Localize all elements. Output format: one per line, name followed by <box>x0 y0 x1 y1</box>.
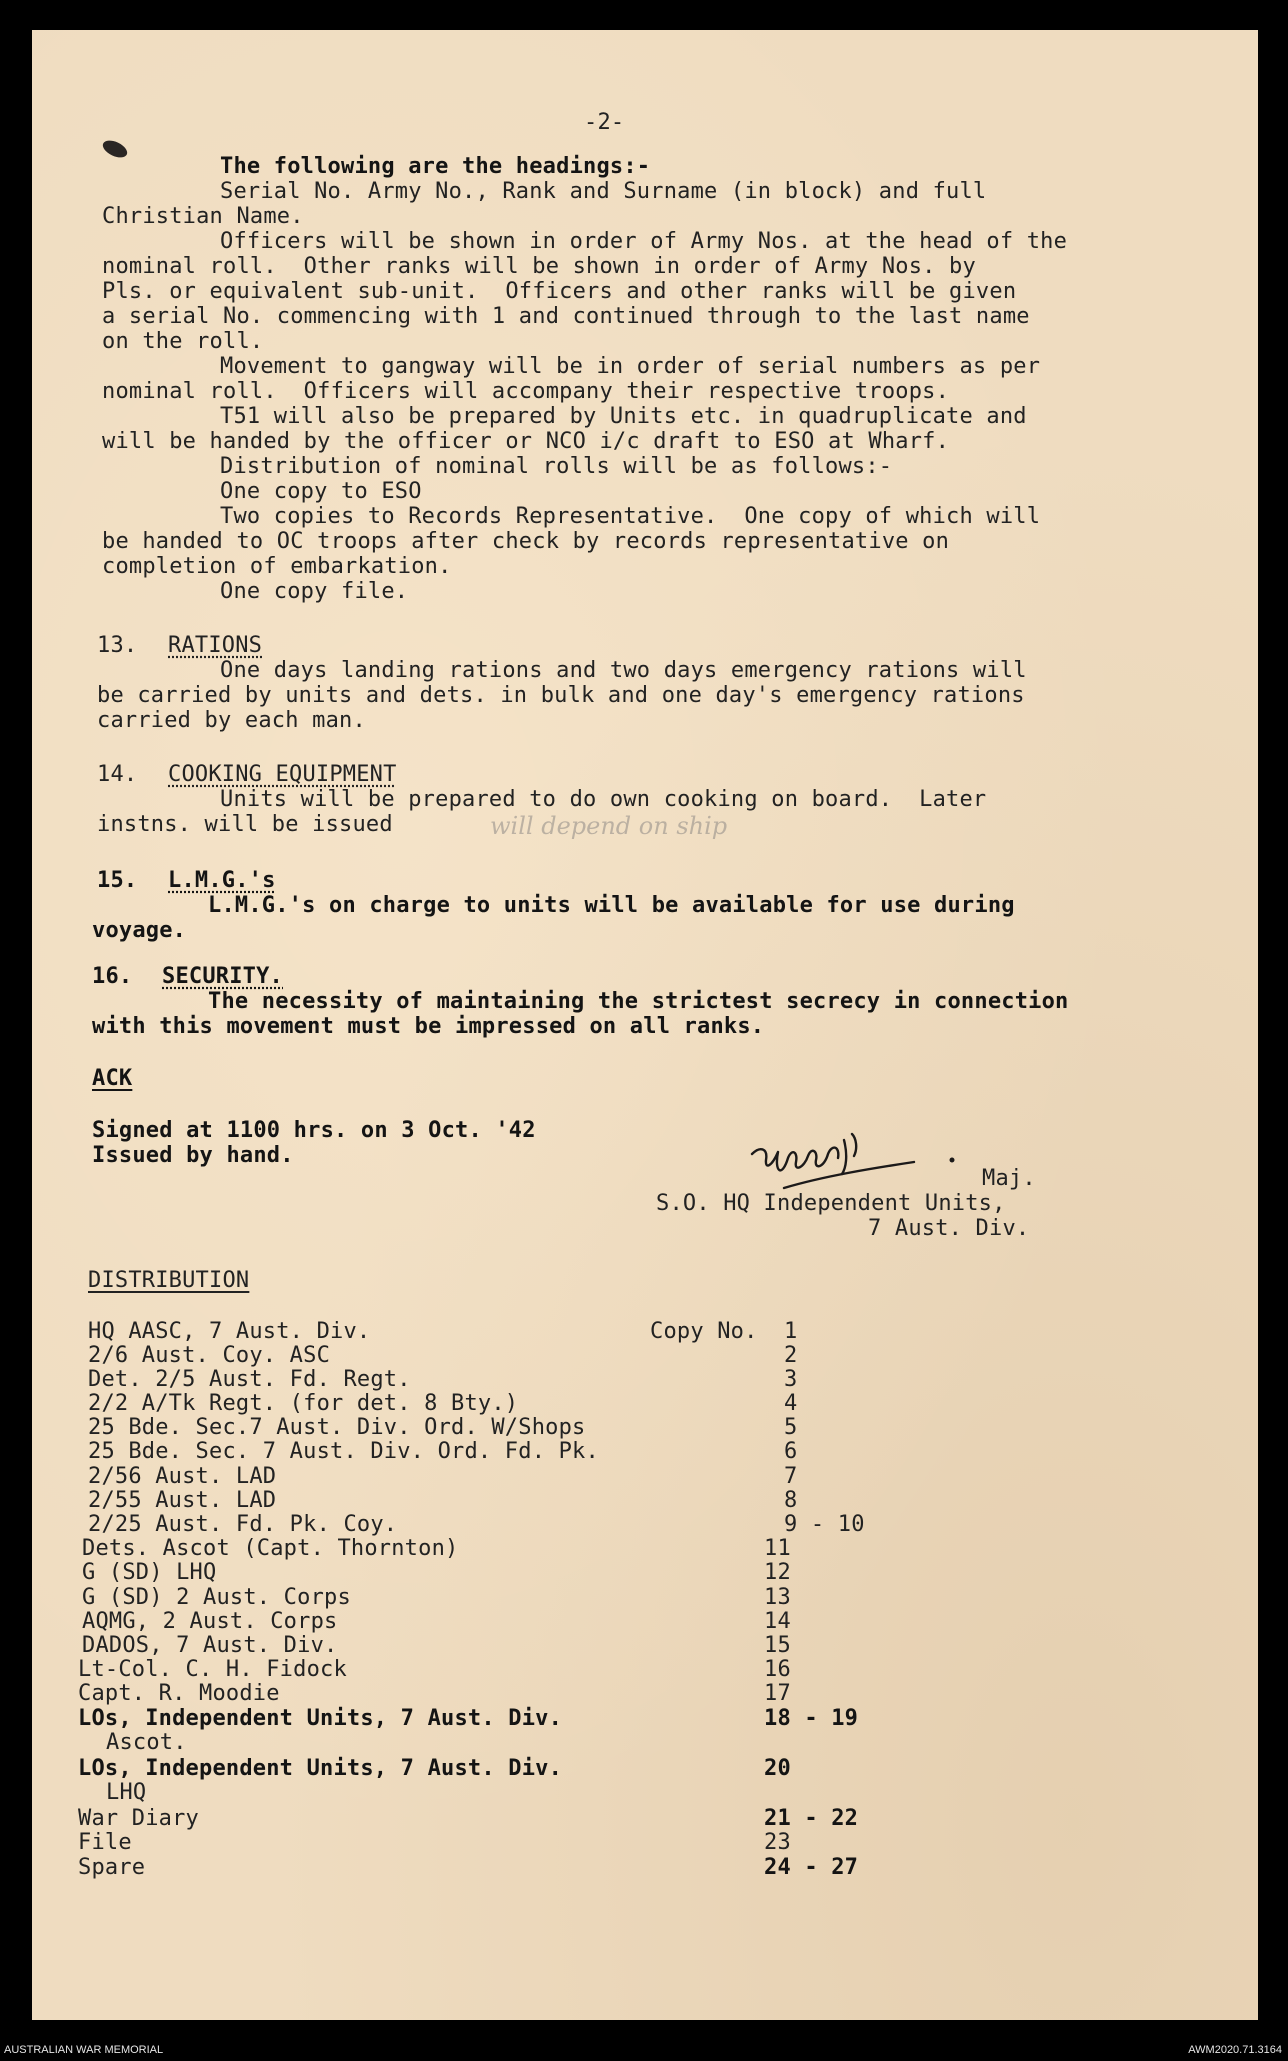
section-14-line-2: instns. will be issued <box>97 812 393 837</box>
signed-time: Signed at 1100 hrs. on 3 Oct. '42 <box>92 1118 536 1143</box>
rolls-line-5: completion of embarkation. <box>102 554 452 579</box>
list-item: DADOS, 7 Aust. Div. <box>82 1633 338 1658</box>
section-14-line-1: Units will be prepared to do own cooking on board. Later <box>220 787 987 812</box>
issued-by: Issued by hand. <box>92 1143 294 1168</box>
copy-number: 17 <box>764 1681 791 1706</box>
section-14-title: COOKING EQUIPMENT <box>168 762 397 787</box>
section-13-title: RATIONS <box>168 633 263 658</box>
section-15-number: 15. <box>97 868 138 893</box>
list-item: HQ AASC, 7 Aust. Div. <box>88 1319 371 1344</box>
handwritten-signature <box>744 1112 964 1202</box>
section-15-line-1: L.M.G.'s on charge to units will be available for use during <box>208 893 1015 918</box>
copy-number: 14 <box>764 1609 791 1634</box>
copy-number: 3 <box>784 1367 798 1392</box>
section-16-line-2: with this movement must be impressed on all ranks. <box>92 1014 765 1039</box>
copy-no-label: Copy No. <box>650 1319 758 1344</box>
headings-line-2: Christian Name. <box>102 204 304 229</box>
list-item: 2/2 A/Tk Regt. (for det. 8 Bty.) <box>88 1391 519 1416</box>
section-16-line-1: The necessity of maintaining the strictest secrecy in connection <box>208 989 1069 1014</box>
copy-number: 16 <box>764 1657 791 1682</box>
section-13-line-2: be carried by units and dets. in bulk and one day's emergency rations <box>97 683 1025 708</box>
section-15-line-2: voyage. <box>92 918 187 943</box>
list-item-sub: LHQ <box>106 1780 147 1805</box>
document-page <box>32 30 1258 2020</box>
copy-number: 4 <box>784 1391 798 1416</box>
list-item: 2/56 Aust. LAD <box>88 1464 277 1489</box>
pencil-annotation: will depend on ship <box>490 812 728 840</box>
copy-number: 5 <box>784 1415 798 1440</box>
list-item: 25 Bde. Sec. 7 Aust. Div. Ord. Fd. Pk. <box>88 1439 599 1464</box>
ink-blot <box>100 137 129 161</box>
copy-number: 15 <box>764 1633 791 1658</box>
copy-number: 11 <box>764 1536 791 1561</box>
section-15-title: L.M.G.'s <box>168 868 276 893</box>
distribution-title: DISTRIBUTION <box>88 1268 250 1293</box>
section-13-line-3: carried by each man. <box>97 708 366 733</box>
list-item: Capt. R. Moodie <box>78 1681 280 1706</box>
officers-line-4: a serial No. commencing with 1 and continued through to the last name <box>102 304 1030 329</box>
rolls-line-2: One copy to ESO <box>220 479 422 504</box>
list-item: G (SD) LHQ <box>82 1560 217 1585</box>
list-item: Spare <box>78 1855 146 1880</box>
page-number: -2- <box>584 110 625 135</box>
copy-number: 18 - 19 <box>764 1706 859 1731</box>
movement-line-1: Movement to gangway will be in order of serial numbers as per <box>220 354 1041 379</box>
copy-number: 13 <box>764 1585 791 1610</box>
signature-division: 7 Aust. Div. <box>868 1216 1030 1241</box>
list-item: Dets. Ascot (Capt. Thornton) <box>82 1536 459 1561</box>
list-item: Det. 2/5 Aust. Fd. Regt. <box>88 1367 411 1392</box>
officers-line-3: Pls. or equivalent sub-unit. Officers and other ranks will be given <box>102 279 1017 304</box>
signature-office: S.O. HQ Independent Units, <box>656 1191 1006 1216</box>
list-item: 2/25 Aust. Fd. Pk. Coy. <box>88 1512 398 1537</box>
footer-archive-name: AUSTRALIAN WAR MEMORIAL <box>4 2044 164 2056</box>
rolls-line-1: Distribution of nominal rolls will be as follows:- <box>220 454 893 479</box>
t51-line-2: will be handed by the officer or NCO i/c draft to ESO at Wharf. <box>102 429 950 454</box>
ack-label: ACK <box>92 1066 133 1091</box>
copy-number: 8 <box>784 1488 798 1513</box>
list-item: File <box>78 1830 132 1855</box>
list-item: G (SD) 2 Aust. Corps <box>82 1585 351 1610</box>
rolls-line-6: One copy file. <box>220 579 409 604</box>
list-item: LOs, Independent Units, 7 Aust. Div. <box>78 1706 563 1731</box>
list-item: War Diary <box>78 1806 200 1831</box>
rolls-line-4: be handed to OC troops after check by records representative on <box>102 529 950 554</box>
officers-line-2: nominal roll. Other ranks will be shown in order of Army Nos. by <box>102 254 976 279</box>
officers-line-5: on the roll. <box>102 329 264 354</box>
list-item: Lt-Col. C. H. Fidock <box>78 1657 347 1682</box>
list-item: 2/6 Aust. Coy. ASC <box>88 1343 331 1368</box>
copy-number: 23 <box>764 1830 791 1855</box>
list-item: 25 Bde. Sec.7 Aust. Div. Ord. W/Shops <box>88 1415 586 1440</box>
copy-number: 2 <box>784 1343 798 1368</box>
copy-number: 24 - 27 <box>764 1855 859 1880</box>
section-16-title: SECURITY. <box>162 964 284 989</box>
list-item: AQMG, 2 Aust. Corps <box>82 1609 338 1634</box>
officers-line-1: Officers will be shown in order of Army Nos. at the head of the <box>220 229 1068 254</box>
section-14-number: 14. <box>97 762 138 787</box>
copy-number: 6 <box>784 1439 798 1464</box>
headings-line-1: Serial No. Army No., Rank and Surname (in block) and full <box>220 179 987 204</box>
list-item: 2/55 Aust. LAD <box>88 1488 277 1513</box>
section-13-line-1: One days landing rations and two days emergency rations will <box>220 658 1027 683</box>
copy-number: 20 <box>764 1756 791 1781</box>
movement-line-2: nominal roll. Officers will accompany their respective troops. <box>102 379 950 404</box>
footer-reference-id: AWM2020.71.3164 <box>1188 2044 1282 2056</box>
copy-number: 1 <box>784 1319 798 1344</box>
headings-intro: The following are the headings:- <box>220 154 651 179</box>
list-item: LOs, Independent Units, 7 Aust. Div. <box>78 1756 563 1781</box>
section-16-number: 16. <box>92 964 133 989</box>
rolls-line-3: Two copies to Records Representative. One copy of which will <box>220 504 1041 529</box>
section-13-number: 13. <box>97 633 138 658</box>
t51-line-1: T51 will also be prepared by Units etc. in quadruplicate and <box>220 404 1027 429</box>
signature-rank: Maj. <box>982 1166 1036 1191</box>
copy-number: 7 <box>784 1464 798 1489</box>
copy-number: 9 - 10 <box>784 1512 865 1537</box>
copy-number: 21 - 22 <box>764 1806 859 1831</box>
copy-number: 12 <box>764 1560 791 1585</box>
list-item-sub: Ascot. <box>106 1730 187 1755</box>
